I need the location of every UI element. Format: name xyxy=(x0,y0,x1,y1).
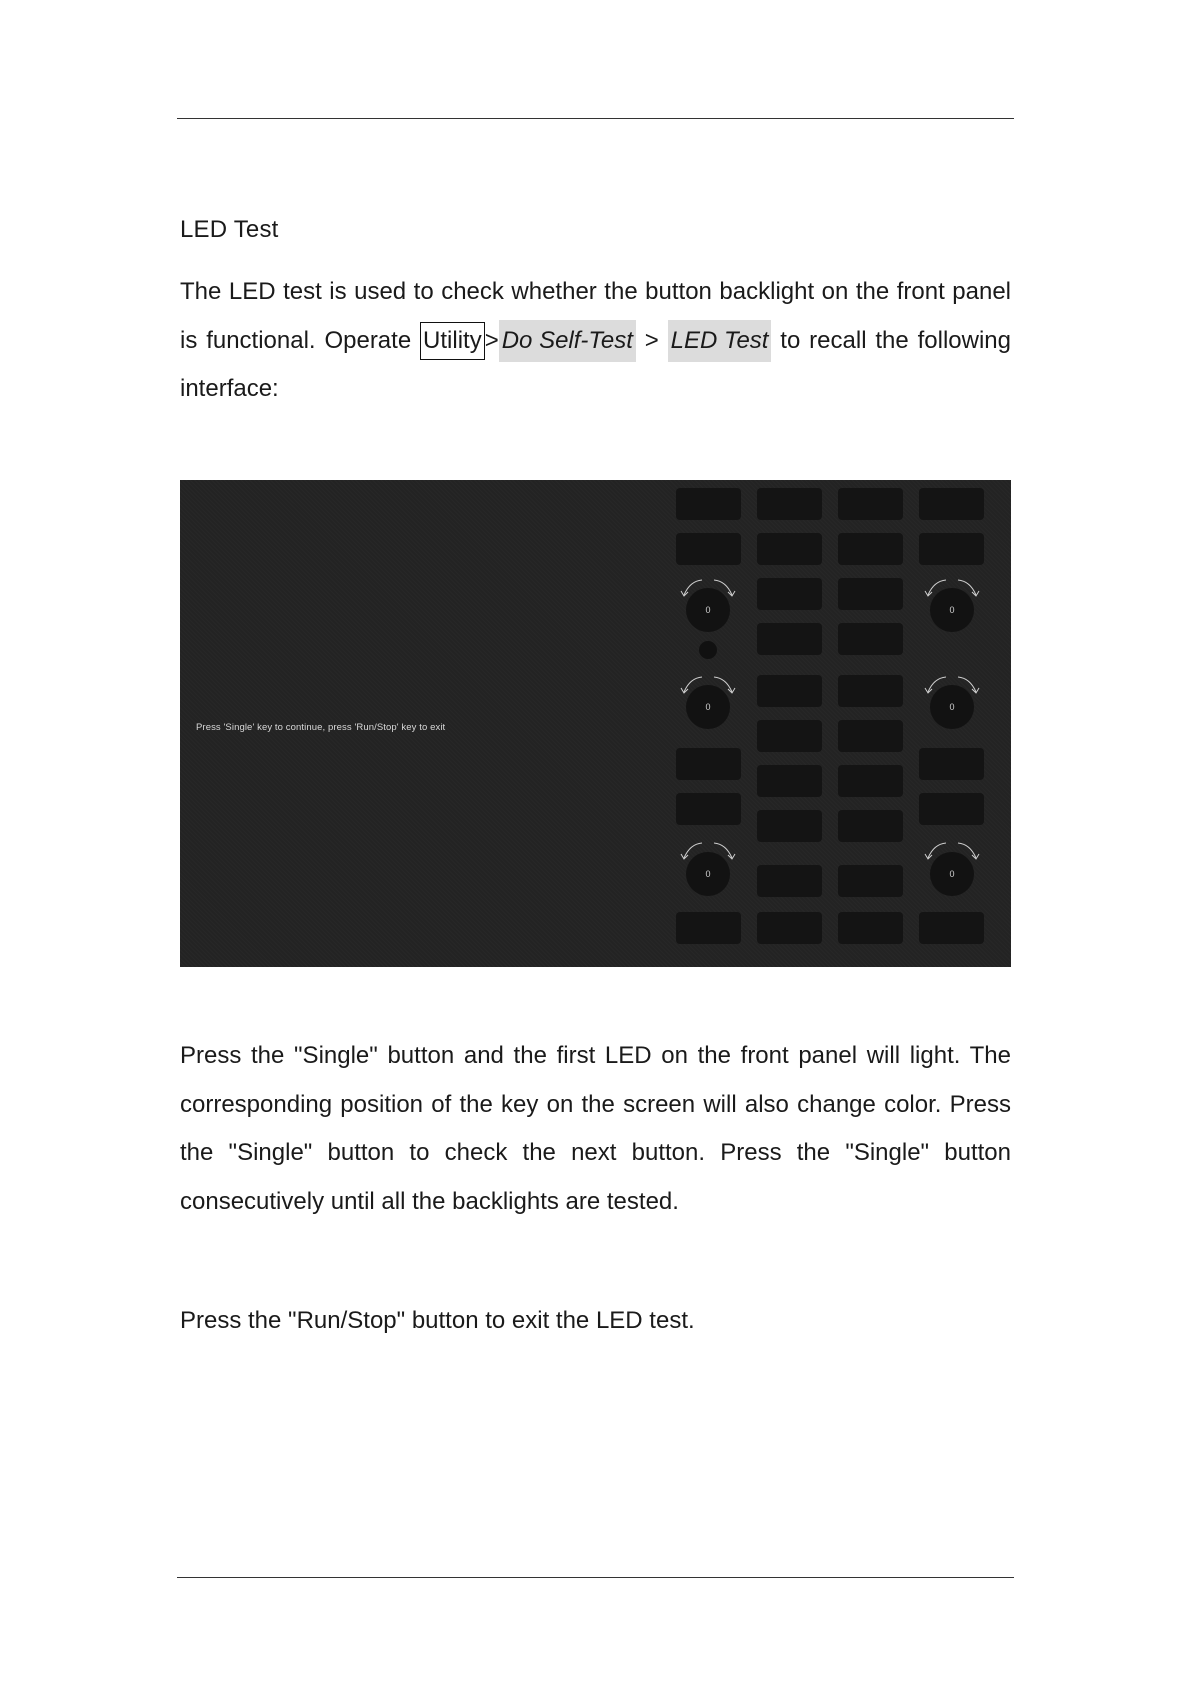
panel-key xyxy=(757,765,822,797)
panel-key xyxy=(757,810,822,842)
panel-key xyxy=(676,748,741,780)
panel-knob: 0 xyxy=(686,852,730,896)
panel-key xyxy=(757,720,822,752)
menu-path-self-test: Do Self-Test xyxy=(499,320,636,362)
panel-key xyxy=(838,720,903,752)
panel-key xyxy=(757,865,822,897)
intro-text-after: to recall the following interface: xyxy=(180,326,1011,402)
footer-rule xyxy=(177,1577,1014,1578)
panel-key xyxy=(838,578,903,610)
panel-key xyxy=(676,912,741,944)
panel-key xyxy=(838,810,903,842)
intro-text-before: The LED test is used to check whether the button backlight on the front panel is functional. Operate xyxy=(180,278,1011,354)
panel-key xyxy=(676,793,741,825)
header-rule xyxy=(177,118,1014,119)
section-heading: LED Test xyxy=(180,216,279,243)
intro-paragraph xyxy=(180,268,1011,414)
panel-key xyxy=(757,623,822,655)
panel-key xyxy=(919,533,984,565)
panel-key xyxy=(838,488,903,520)
panel-key xyxy=(838,623,903,655)
panel-key xyxy=(757,578,822,610)
led-test-screen xyxy=(180,480,1011,967)
panel-indicator-dot xyxy=(699,641,717,659)
utility-key-label: Utility xyxy=(420,322,485,360)
panel-key xyxy=(919,793,984,825)
panel-key xyxy=(757,488,822,520)
panel-knob: 0 xyxy=(686,588,730,632)
panel-key xyxy=(757,912,822,944)
menu-path-led-test: LED Test xyxy=(668,320,772,362)
panel-key xyxy=(676,488,741,520)
panel-knob: 0 xyxy=(930,588,974,632)
panel-key xyxy=(757,533,822,565)
panel-knob: 0 xyxy=(930,852,974,896)
panel-key xyxy=(676,533,741,565)
panel-key xyxy=(757,675,822,707)
panel-key xyxy=(919,912,984,944)
led-test-prompt: Press 'Single' key to continue, press 'Run/Stop' key to exit xyxy=(196,722,446,733)
menu-separator: > xyxy=(484,326,499,354)
single-button-paragraph: Press the "Single" button and the first LED on the front panel will light. The corresponding position of the key on the screen will also change color. Press the "Single" button to check the next button. Press the "Single" button consecutively until all the backlights are tested. xyxy=(180,1042,1011,1215)
menu-separator: > xyxy=(635,326,659,354)
panel-knob: 0 xyxy=(686,685,730,729)
panel-knob: 0 xyxy=(930,685,974,729)
panel-key xyxy=(838,533,903,565)
panel-key xyxy=(838,765,903,797)
panel-key xyxy=(919,488,984,520)
panel-key xyxy=(838,865,903,897)
panel-key xyxy=(919,748,984,780)
panel-key xyxy=(838,912,903,944)
run-stop-paragraph: Press the "Run/Stop" button to exit the LED test. xyxy=(180,1307,695,1334)
panel-key xyxy=(838,675,903,707)
